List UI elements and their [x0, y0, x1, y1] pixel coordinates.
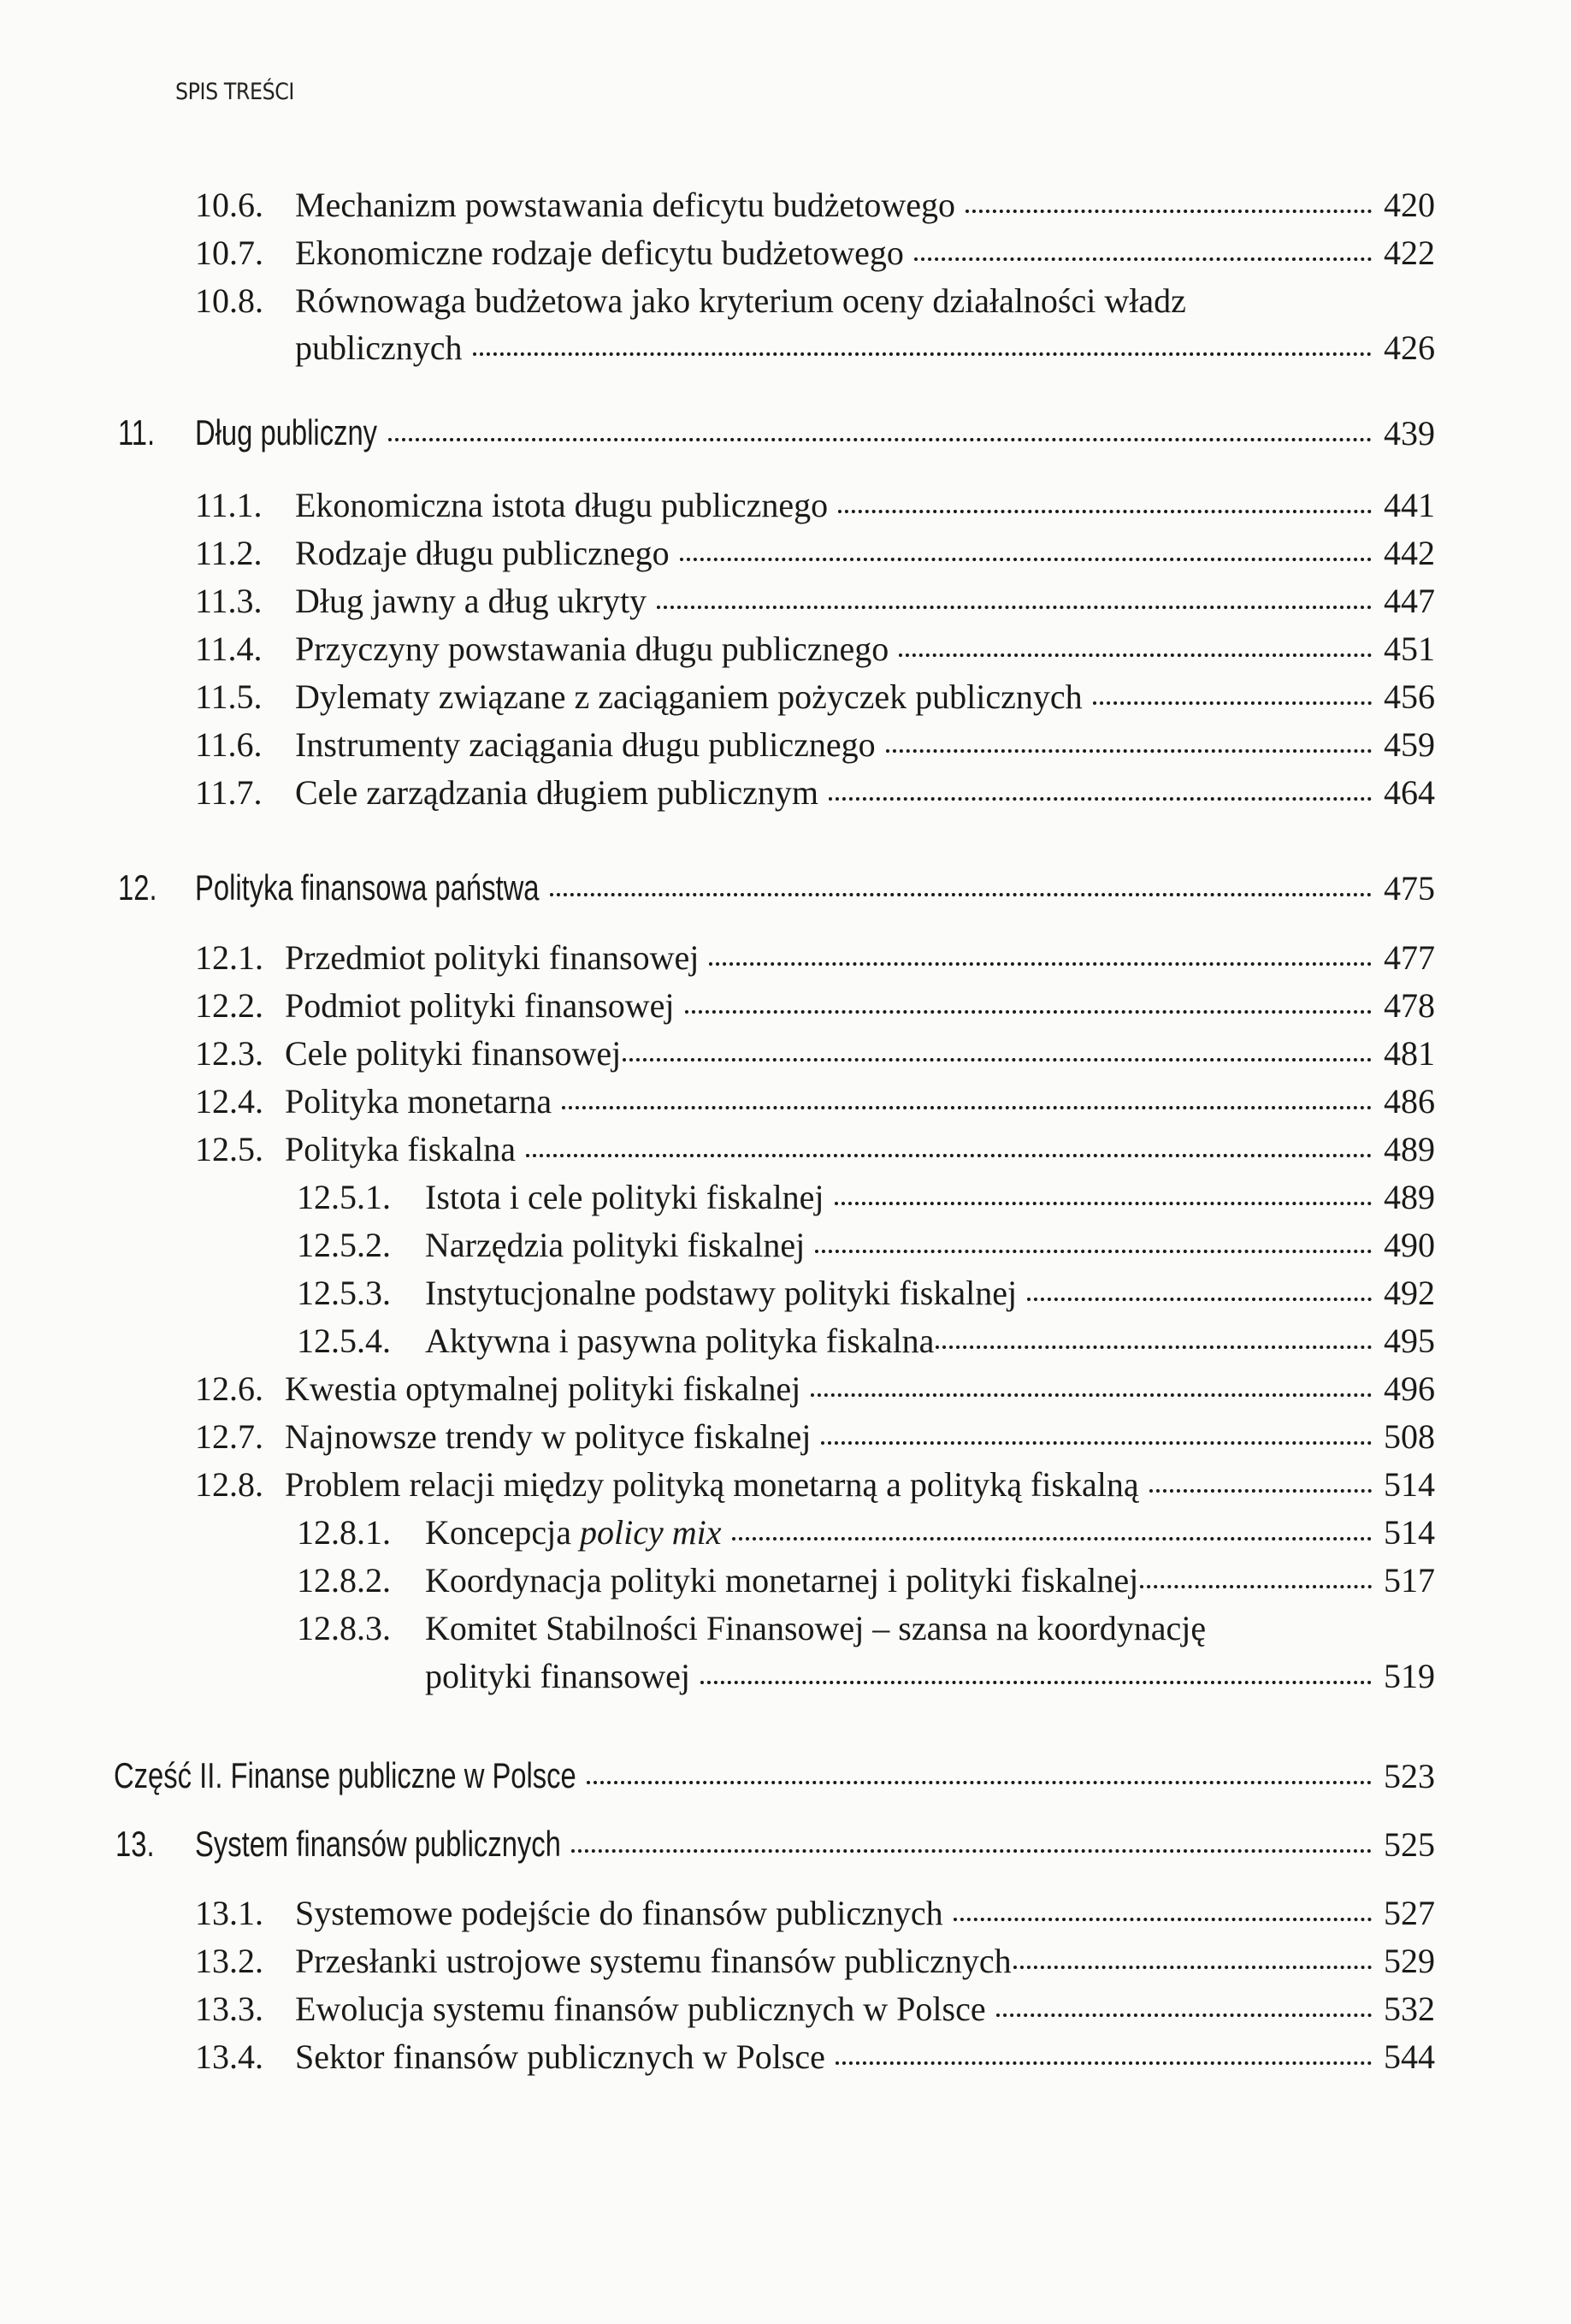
entry-number: 12.4. [195, 1082, 263, 1121]
dot-leader [811, 1393, 1372, 1397]
toc-entry-12-6[interactable] [195, 1369, 1435, 1410]
part-title: Część II. Finanse publiczne w Polsce [114, 1755, 576, 1795]
dot-leader [587, 1781, 1372, 1784]
entry-title: Komitet Stabilności Finansowej – szansa na koordynację [425, 1609, 1207, 1647]
entry-title: Mechanizm powstawania deficytu budżetowego [295, 186, 955, 224]
chapter-page: 475 [1384, 869, 1435, 908]
entry-number: 10.8. [195, 281, 263, 320]
toc-entry-12-3[interactable] [195, 1033, 1435, 1074]
dot-leader [886, 749, 1372, 753]
entry-number: 12.1. [195, 938, 263, 977]
entry-number: 12.5.4. [297, 1322, 391, 1360]
toc-entry-12-5-2[interactable] [297, 1225, 1435, 1266]
entry-page: 508 [1384, 1417, 1435, 1456]
entry-number: 12.7. [195, 1417, 263, 1456]
entry-page: 544 [1384, 2037, 1435, 2076]
dot-leader [1093, 701, 1372, 705]
toc-entry-12-5-1[interactable] [297, 1177, 1435, 1218]
dot-leader [815, 1250, 1372, 1253]
dot-leader [1140, 1585, 1372, 1588]
toc-entry-12-8-2[interactable] [297, 1560, 1435, 1601]
entry-page: 477 [1384, 938, 1435, 977]
toc-entry-10-7[interactable] [195, 233, 1435, 274]
entry-title: Najnowsze trendy w polityce fiskalnej [285, 1417, 812, 1456]
toc-entry-10-8[interactable] [195, 281, 1435, 322]
dot-leader [1013, 1966, 1372, 1969]
dot-leader [562, 1106, 1372, 1109]
entry-page: 486 [1384, 1082, 1435, 1121]
entry-title: Cele polityki finansowej [285, 1034, 622, 1073]
entry-page: 519 [1384, 1657, 1435, 1695]
toc-entry-12-5[interactable] [195, 1129, 1435, 1170]
entry-title: Istota i cele polityki fiskalnej [425, 1178, 824, 1216]
entry-page: 514 [1384, 1465, 1435, 1504]
dot-leader [571, 1849, 1372, 1853]
chapter-title: Dług publiczny [195, 412, 378, 452]
entry-page: 478 [1384, 986, 1435, 1025]
entry-number: 11.4. [195, 630, 263, 668]
part-page: 523 [1384, 1757, 1435, 1795]
toc-chapter-11[interactable] [118, 412, 1435, 453]
entry-title: Ekonomiczne rodzaje deficytu budżetowego [295, 234, 904, 272]
toc-chapter-12[interactable] [118, 867, 1435, 908]
entry-title: Dług jawny a dług ukryty [295, 582, 647, 620]
dot-leader [899, 653, 1372, 657]
dot-leader [685, 1010, 1372, 1014]
toc-entry-11-4[interactable] [195, 629, 1435, 670]
entry-number: 12.2. [195, 986, 263, 1025]
dot-leader [700, 1681, 1372, 1684]
toc-entry-13-1[interactable] [195, 1893, 1435, 1934]
entry-number: 10.7. [195, 234, 263, 272]
dot-leader [954, 1918, 1372, 1921]
toc-entry-12-7[interactable] [195, 1416, 1435, 1458]
entry-number: 11.5. [195, 677, 263, 716]
entry-title: Przedmiot polityki finansowej [285, 938, 700, 977]
chapter-title: System finansów publicznych [195, 1824, 561, 1864]
toc-entry-12-8-3-continued[interactable] [425, 1656, 1435, 1697]
entry-title: Podmiot polityki finansowej [285, 986, 675, 1025]
toc-entry-12-8-1[interactable] [297, 1512, 1435, 1553]
entry-title: Polityka fiskalna [285, 1130, 516, 1168]
entry-page: 481 [1384, 1034, 1435, 1073]
entry-number: 11.2. [195, 534, 263, 572]
entry-title [425, 1512, 722, 1552]
dot-leader [836, 2061, 1372, 2065]
entry-title: Przyczyny powstawania długu publicznego [295, 630, 889, 668]
entry-page: 495 [1384, 1322, 1435, 1360]
chapter-number: 12. [118, 867, 157, 908]
entry-title: Sektor finansów publicznych w Polsce [295, 2037, 825, 2076]
dot-leader [821, 1441, 1372, 1445]
entry-page: 451 [1384, 630, 1435, 668]
entry-page: 490 [1384, 1226, 1435, 1264]
entry-number: 12.8.3. [297, 1609, 391, 1647]
entry-number: 12.5. [195, 1130, 263, 1168]
toc-entry-10-6[interactable] [195, 185, 1435, 226]
entry-title: Aktywna i pasywna polityka fiskalna [425, 1322, 935, 1360]
toc-entry-12-5-3[interactable] [297, 1273, 1435, 1314]
dot-leader [829, 797, 1372, 801]
toc-chapter-13[interactable] [115, 1824, 1435, 1865]
entry-number: 12.5.2. [297, 1226, 391, 1264]
chapter-number: 11. [118, 412, 156, 452]
entry-title: Systemowe podejście do finansów publicznych [295, 1894, 943, 1932]
dot-leader [966, 210, 1372, 213]
entry-page: 514 [1384, 1513, 1435, 1552]
entry-page: 420 [1384, 186, 1435, 224]
dot-leader [835, 1202, 1372, 1205]
entry-title-continued: polityki finansowej [425, 1657, 690, 1695]
entry-title-text: Koncepcja [425, 1513, 572, 1552]
entry-number: 13.4. [195, 2037, 263, 2076]
entry-page: 489 [1384, 1130, 1435, 1168]
entry-page: 447 [1384, 582, 1435, 620]
toc-entry-11-7[interactable] [195, 772, 1435, 813]
entry-number: 12.6. [195, 1369, 263, 1408]
dot-leader [526, 1154, 1372, 1157]
entry-number: 10.6. [195, 186, 263, 224]
entry-number: 13.2. [195, 1942, 263, 1980]
entry-page: 464 [1384, 773, 1435, 812]
toc-entry-12-5-4[interactable] [297, 1321, 1435, 1362]
entry-title: Instytucjonalne podstawy polityki fiskalnej [425, 1274, 1018, 1312]
entry-title: Przesłanki ustrojowe systemu finansów publicznych [295, 1942, 1012, 1980]
toc-entry-10-8-continued[interactable] [295, 328, 1435, 369]
entry-number: 12.8.1. [297, 1513, 391, 1552]
entry-number: 11.6. [195, 725, 263, 764]
entry-number: 13.1. [195, 1894, 263, 1932]
chapter-page: 525 [1384, 1825, 1435, 1864]
entry-title: Równowaga budżetowa jako kryterium oceny działalności władz [295, 281, 1186, 320]
toc-entry-13-2[interactable] [195, 1941, 1435, 1982]
toc-entry-12-8-3[interactable] [297, 1608, 1435, 1649]
toc-entry-11-3[interactable] [195, 581, 1435, 622]
chapter-title: Polityka finansowa państwa [195, 867, 540, 908]
entry-title: Ekonomiczna istota długu publicznego [295, 486, 829, 524]
entry-number: 12.8.2. [297, 1561, 391, 1600]
chapter-number: 13. [115, 1824, 155, 1864]
dot-leader [1149, 1489, 1372, 1493]
entry-page: 517 [1384, 1561, 1435, 1600]
entry-page: 529 [1384, 1942, 1435, 1980]
entry-page: 441 [1384, 486, 1435, 524]
entry-title-italic: policy mix [580, 1513, 722, 1552]
entry-title: Polityka monetarna [285, 1082, 552, 1121]
entry-page: 456 [1384, 677, 1435, 716]
toc-entry-11-2[interactable] [195, 533, 1435, 574]
dot-leader [388, 438, 1372, 441]
dot-leader [680, 558, 1372, 561]
entry-page: 527 [1384, 1894, 1435, 1932]
entry-number: 11.1. [195, 486, 263, 524]
toc-entry-13-4[interactable] [195, 2037, 1435, 2078]
entry-title: Narzędzia polityki fiskalnej [425, 1226, 806, 1264]
entry-page: 422 [1384, 234, 1435, 272]
dot-leader [996, 2014, 1372, 2017]
dot-leader [838, 510, 1372, 513]
entry-title: Ewolucja systemu finansów publicznych w Polsce [295, 1990, 986, 2028]
entry-title: Kwestia optymalnej polityki fiskalnej [285, 1369, 801, 1408]
dot-leader [732, 1537, 1372, 1540]
entry-title: Cele zarządzania długiem publicznym [295, 773, 818, 812]
dot-leader [473, 352, 1373, 356]
dot-leader [709, 962, 1372, 966]
dot-leader [657, 606, 1372, 609]
entry-title-continued: publicznych [295, 328, 463, 367]
dot-leader [623, 1058, 1372, 1061]
entry-page: 459 [1384, 725, 1435, 764]
entry-number: 11.3. [195, 582, 263, 620]
toc-entry-12-8[interactable] [195, 1464, 1435, 1505]
entry-title: Instrumenty zaciągania długu publicznego [295, 725, 876, 764]
entry-page: 532 [1384, 1990, 1435, 2028]
entry-page: 489 [1384, 1178, 1435, 1216]
toc-entry-11-5[interactable] [195, 677, 1435, 718]
chapter-page: 439 [1384, 414, 1435, 452]
dot-leader [1027, 1298, 1372, 1301]
entry-number: 12.3. [195, 1034, 263, 1073]
entry-number: 12.5.1. [297, 1178, 391, 1216]
toc-entry-11-1[interactable] [195, 485, 1435, 526]
toc-entry-12-2[interactable] [195, 985, 1435, 1026]
dot-leader [936, 1345, 1372, 1349]
entry-number: 12.5.3. [297, 1274, 391, 1312]
entry-title: Problem relacji między polityką monetarną a polityką fiskalną [285, 1465, 1139, 1504]
entry-page: 496 [1384, 1369, 1435, 1408]
entry-number: 12.8. [195, 1465, 263, 1504]
toc-entry-13-3[interactable] [195, 1989, 1435, 2030]
toc-entry-11-6[interactable] [195, 724, 1435, 766]
entry-page: 492 [1384, 1274, 1435, 1312]
toc-part-2[interactable] [114, 1755, 1435, 1796]
entry-page: 442 [1384, 534, 1435, 572]
entry-number: 11.7. [195, 773, 263, 812]
dot-leader [550, 893, 1372, 896]
entry-number: 13.3. [195, 1990, 263, 2028]
dot-leader [914, 257, 1372, 261]
toc-entry-12-4[interactable] [195, 1081, 1435, 1122]
entry-title: Koordynacja polityki monetarnej i polityki fiskalnej [425, 1561, 1139, 1600]
entry-title: Dylematy związane z zaciąganiem pożyczek publicznych [295, 677, 1083, 716]
toc-entry-12-1[interactable] [195, 937, 1435, 979]
running-header: SPIS TREŚCI [175, 79, 294, 105]
entry-title: Rodzaje długu publicznego [295, 534, 670, 572]
entry-page: 426 [1384, 328, 1435, 367]
